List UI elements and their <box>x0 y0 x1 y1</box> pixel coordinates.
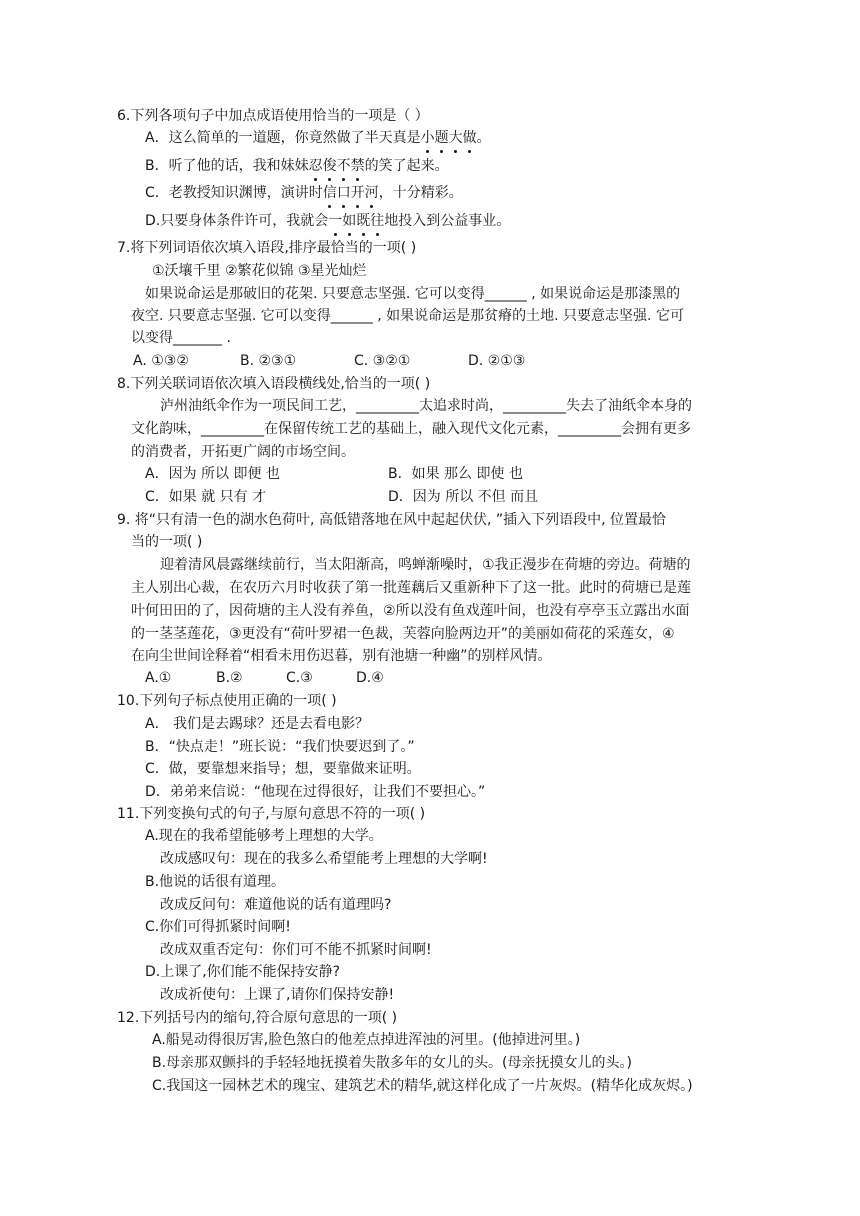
q11-option-c[interactable]: C.你们可得抓紧时间啊! <box>145 919 291 935</box>
q7-option-b[interactable]: B. ②③① <box>240 353 297 369</box>
q9-passage-line: 叶何田田的了，因荷塘的主人没有养鱼，②所以没有鱼戏莲叶间，也没有亭亭玉立露出水面 <box>131 603 690 619</box>
q9-passage-line: 主人别出心裁，在农历六月时收获了第一批莲藕后又重新种下了这一批。此时的荷塘已是莲 <box>131 580 691 596</box>
emphasis-char: 禁 <box>350 158 365 174</box>
q7-option-a[interactable]: A. ①③② <box>133 353 189 369</box>
q6-option-c[interactable]: C．老教授知识渊博，演讲时信口开河，十分精彩。 <box>145 185 463 201</box>
q6-option-b[interactable]: B．听了他的话，我和妹妹忍俊不禁的笑了起来。 <box>145 158 449 174</box>
emphasis-char: 口 <box>336 185 351 201</box>
emphasis-char: 俊 <box>322 158 337 174</box>
emphasis-char: 忍 <box>308 158 323 174</box>
emphasis-char: 河 <box>364 185 379 201</box>
emphasis-char: 既 <box>356 213 371 229</box>
question-10-stem: 10.下列句子标点使用正确的一项( ) <box>117 693 337 709</box>
q8-passage-line: 文化韵味，_________在保留传统工艺的基础上，融入现代文化元素，_________会拥有更多 <box>131 421 691 437</box>
q8-option-a[interactable]: A．因为 所以 即便 也 <box>145 466 280 482</box>
q11-option-b-rewrite: 改成反问句：难道他说的话有道理吗? <box>160 897 392 913</box>
q10-option-a[interactable]: A． 我们是去踢球？还是去看电影？ <box>145 716 370 732</box>
emphasis-char: 不 <box>336 158 351 174</box>
q7-words: ①沃壤千里 ②繁花似锦 ③星光灿烂 <box>152 263 367 279</box>
q7-option-c[interactable]: C. ③②① <box>354 353 411 369</box>
q12-option-b[interactable]: B.母亲那双颤抖的手轻轻地抚摸着失散多年的女儿的头。(母亲抚摸女儿的头。) <box>152 1055 632 1071</box>
q11-option-a-rewrite: 改成感叹句：现在的我多么希望能考上理想的大学啊! <box>160 851 488 867</box>
question-6-stem: 6.下列各项句子中加点成语使用恰当的一项是（ ） <box>117 108 429 124</box>
q11-option-d-rewrite: 改成祈使句：上课了,请你们保持安静! <box>160 987 395 1003</box>
emphasis-char: 如 <box>342 213 357 229</box>
question-9-stem: 9. 将“只有清一色的湖水色荷叶, 高低错落地在风中起起伏伏, ”插入下列语段中, 位置最恰 <box>117 512 667 528</box>
q8-passage-line: 的消费者，开拓更广阔的市场空间。 <box>131 444 355 460</box>
emphasis-char: 小 <box>420 130 435 146</box>
q10-option-d[interactable]: D．弟弟来信说：“他现在过得很好，让我们不要担心。” <box>145 784 486 800</box>
q7-passage-line: 以变得_______ . <box>131 330 231 346</box>
emphasis-char: 题 <box>434 130 449 146</box>
emphasis-char: 信 <box>322 185 337 201</box>
q7-passage-line: 如果说命运是那破旧的花架. 只要意志坚强. 它可以变得______ , 如果说命运是那漆黑的 <box>145 286 681 302</box>
q9-passage-line: 在向尘世间诠释着“相看未用伤迟暮，别有池塘一种幽”的别样风情。 <box>131 648 552 664</box>
q12-option-c[interactable]: C.我国这一园林艺术的瑰宝、建筑艺术的精华,就这样化成了一片灰烬。(精华化成灰烬。) <box>152 1078 693 1094</box>
q11-option-a[interactable]: A.现在的我希望能够考上理想的大学。 <box>145 828 383 844</box>
question-7-stem: 7.将下列词语依次填入语段,排序最恰当的一项( ) <box>117 240 417 256</box>
q10-option-c[interactable]: C．做，要靠想来指导；想，要靠做来证明。 <box>145 761 421 777</box>
q9-passage-line: 的一茎茎莲花，③更没有“荷叶罗裙一色裁，芙蓉向脸两边开”的美丽如荷花的采莲女，④ <box>131 626 675 642</box>
q9-option-a[interactable]: A.① <box>145 670 172 686</box>
q12-option-a[interactable]: A.船晃动得很厉害,脸色煞白的他差点掉进浑浊的河里。(他掉进河里。) <box>152 1032 581 1048</box>
q6-option-a[interactable]: A．这么简单的一道题，你竟然做了半天真是小题大做。 <box>145 130 491 146</box>
q11-option-d[interactable]: D.上课了,你们能不能保持安静? <box>145 964 341 980</box>
emphasis-char: 开 <box>350 185 365 201</box>
q10-option-b[interactable]: B．“快点走！”班长说：“我们快要迟到了。” <box>145 739 415 755</box>
q6-option-d[interactable]: D.只要身体条件许可，我就会一如既往地投入到公益事业。 <box>145 213 511 229</box>
q9-option-c[interactable]: C.③ <box>286 670 313 686</box>
q8-option-b[interactable]: B．如果 那么 即使 也 <box>388 466 523 482</box>
q8-option-c[interactable]: C．如果 就 只有 才 <box>145 489 267 505</box>
emphasis-char: 往 <box>370 213 385 229</box>
q11-option-c-rewrite: 改成双重否定句：你们可不能不抓紧时间啊! <box>160 942 432 958</box>
q9-passage-line: 迎着清风晨露继续前行，当太阳渐高，鸣蝉渐噪时，①我正漫步在荷塘的旁边。荷塘的 <box>160 557 691 573</box>
q7-option-d[interactable]: D. ②①③ <box>468 353 526 369</box>
q9-option-d[interactable]: D.④ <box>356 670 384 686</box>
q8-option-d[interactable]: D．因为 所以 不但 而且 <box>388 489 539 505</box>
emphasis-char: 大 <box>448 130 463 146</box>
question-9-stem-cont: 当的一项( ) <box>131 534 203 550</box>
emphasis-char: 一 <box>328 213 343 229</box>
q9-option-b[interactable]: B.② <box>216 670 243 686</box>
question-11-stem: 11.下列变换句式的句子,与原句意思不符的一项( ) <box>117 806 426 822</box>
emphasis-char: 做 <box>462 130 477 146</box>
q11-option-b[interactable]: B.他说的话很有道理。 <box>145 874 286 890</box>
q8-passage-line: 泸州油纸伞作为一项民间工艺，_________太追求时尚，_________失去了油纸伞本身的 <box>160 398 692 414</box>
question-8-stem: 8.下列关联词语依次填入语段横线处,恰当的一项( ) <box>117 376 431 392</box>
question-12-stem: 12.下列括号内的缩句,符合原句意思的一项( ) <box>117 1010 398 1026</box>
q7-passage-line: 夜空. 只要意志坚强. 它可以变得______ , 如果说命运是那贫瘠的土地. 只要意志坚强. 它可 <box>131 308 684 324</box>
